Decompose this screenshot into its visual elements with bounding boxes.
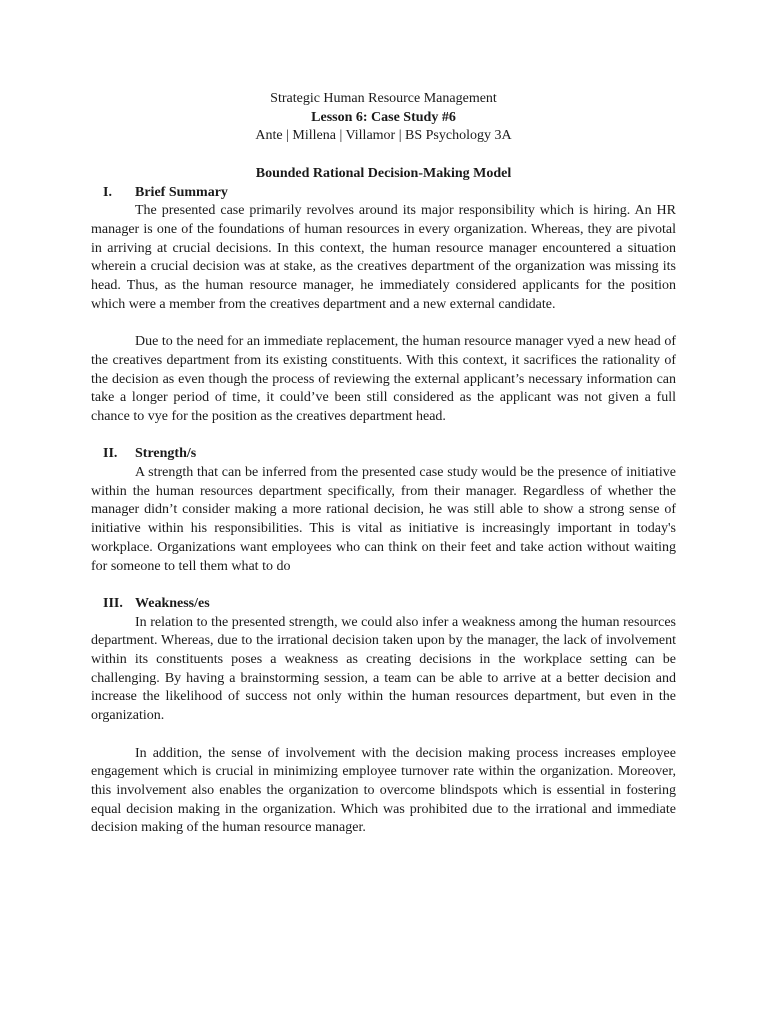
- section-number: I.: [103, 184, 112, 200]
- authors-line: Ante | Millena | Villamor | BS Psychology 3A: [255, 128, 512, 144]
- paragraph-spacer: [91, 314, 676, 333]
- course-title: Strategic Human Resource Management: [270, 91, 497, 106]
- document-page: [91, 90, 676, 838]
- section-heading: [91, 184, 676, 203]
- section-heading: [91, 595, 676, 614]
- paragraph: In relation to the presented strength, we could also infer a weakness among the human resources department. Whereas, due to the irrational decision taken upon by the manager, the lack of involvement within its constituents poses a weakness as creating decisions in the workplace setting can be challenging. By having a brainstorming session, a team can be able to arrive at a better decision and increase the likelihood of success not only within the human resources department, but even in the organization.: [91, 614, 676, 724]
- document-header: [91, 90, 676, 146]
- section-brief-summary: [91, 184, 676, 427]
- paragraph: A strength that can be inferred from the presented case study would be the presence of initiative within the human resources department specifically, from their manager. Regardless of whether the manager didn’t consider making a more rational decision, he was still able to show a strong sense of initiative within his responsibilities. This is vital as initiative is increasingly important in today's workplace. Organizations want employees who can think on their feet and take action without waiting for someone to tell them what to do: [91, 465, 676, 574]
- section-strengths: [91, 445, 676, 576]
- document-title: Bounded Rational Decision-Making Model: [255, 165, 512, 181]
- paragraph: Due to the need for an immediate replacement, the human resource manager vyed a new head of the creatives department from its existing constituents. With this context, it sacrifices the rationality of the decision as even though the process of reviewing the external applicant’s necessary information can take a longer period of time, it could’ve been still considered as the applicant was not given a full chance to vye for the position as the creatives department head.: [91, 334, 676, 424]
- section-spacer: [91, 427, 676, 446]
- section-title: Weakness/es: [135, 595, 210, 611]
- section-heading: [91, 445, 676, 464]
- section-title: Brief Summary: [135, 184, 228, 200]
- section-spacer: [91, 576, 676, 595]
- paragraph-spacer: [91, 726, 676, 745]
- paragraph: In addition, the sense of involvement with the decision making process increases employee engagement which is crucial in minimizing employee turnover rate within the organization. Moreover, this involvement also enables the organization to overcome blindspots which is essential in fostering equal decision making in the organization. Which was prohibited due to the irrational and immediate decision making of the human resource manager.: [91, 745, 676, 836]
- section-number: II.: [103, 446, 118, 462]
- section-title: Strength/s: [135, 446, 197, 462]
- section-number: III.: [103, 595, 123, 611]
- section-weaknesses: [91, 595, 676, 838]
- paragraph: The presented case primarily revolves around its major responsibility which is hiring. An HR manager is one of the foundations of human resources in every organization. Whereas, they are pivotal in arriving at crucial decisions. In this context, the human resource manager encountered a situation wherein a crucial decision was at stake, as the creatives department of the organization was missing its head. Thus, as the human resource manager, he immediately considered applicants for the position which were a member from the creatives department and a new external candidate.: [91, 203, 676, 312]
- lesson-title: Lesson 6: Case Study #6: [311, 109, 456, 125]
